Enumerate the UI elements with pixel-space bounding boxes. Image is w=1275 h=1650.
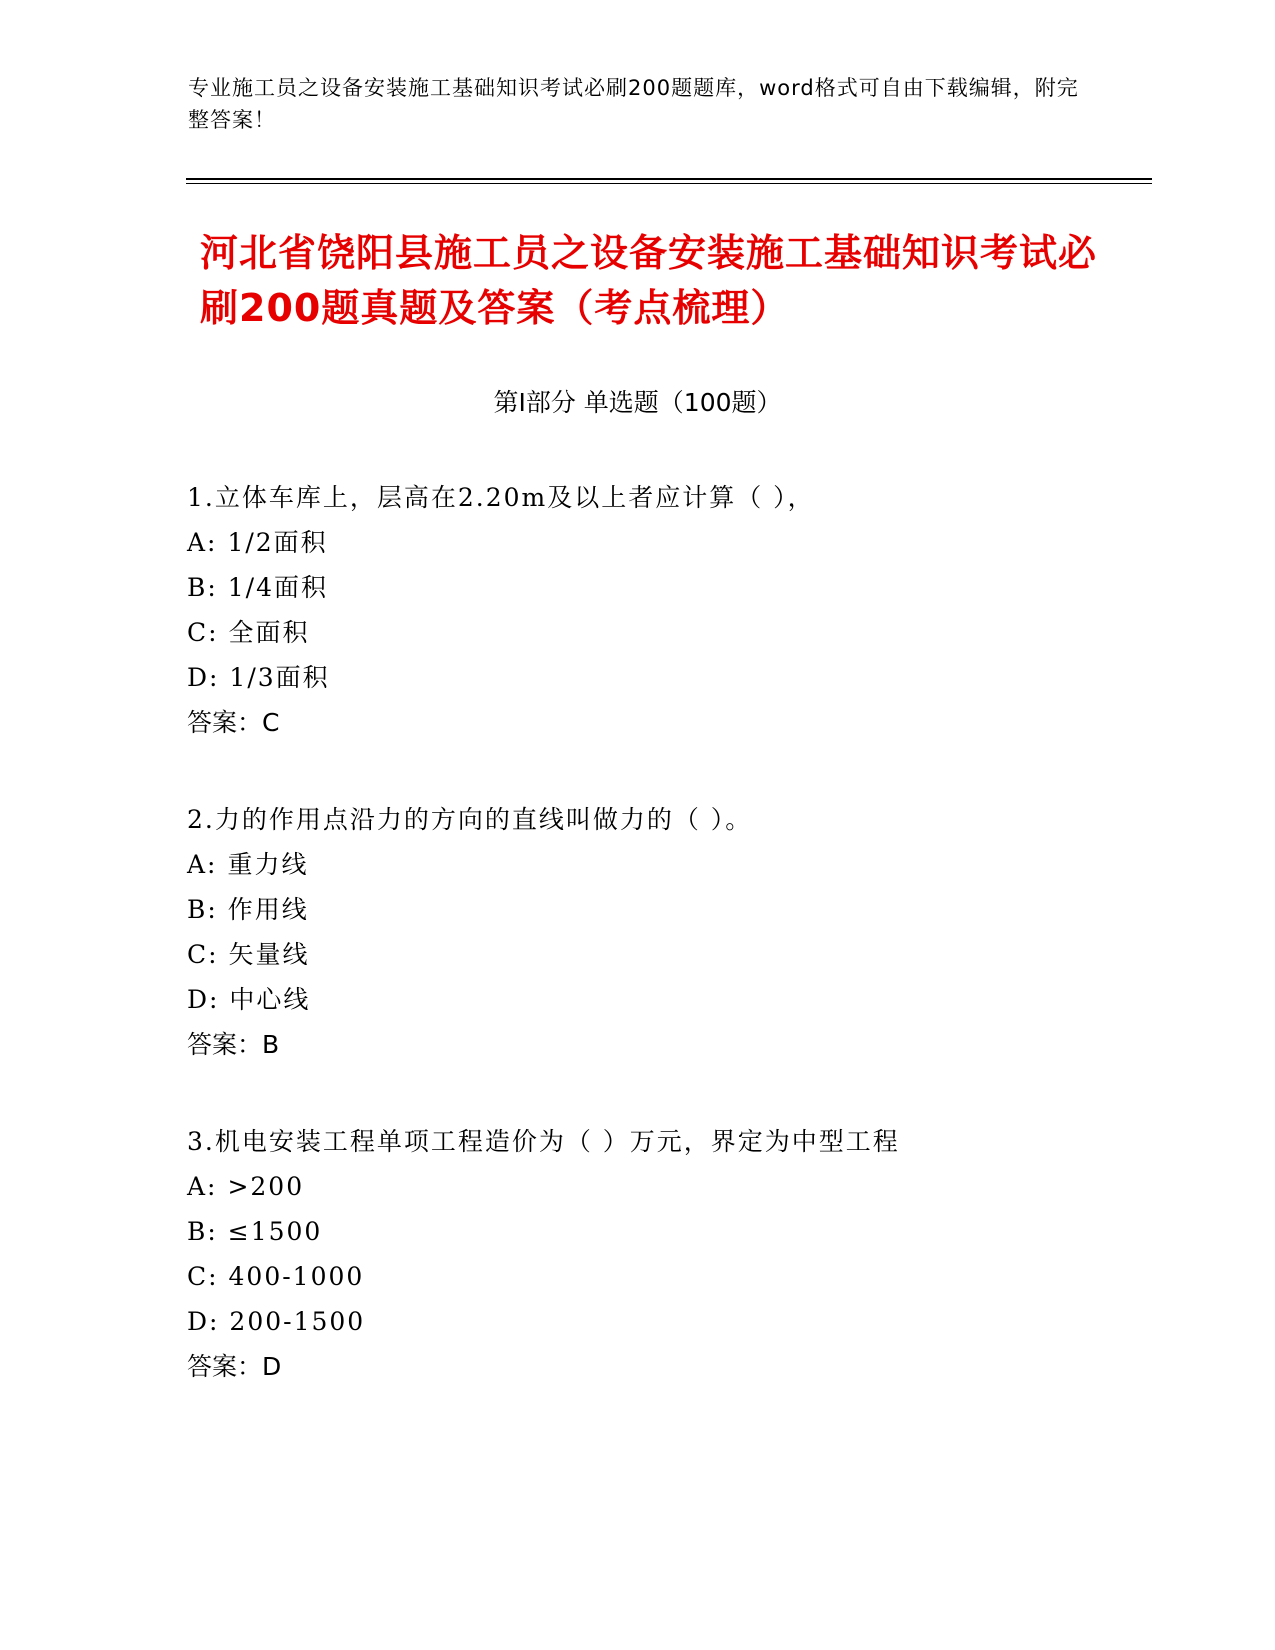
- question-stem: 2.力的作用点沿力的方向的直线叫做力的（ ）。: [187, 805, 753, 834]
- section-title: 第I部分 单选题（100题）: [493, 388, 782, 417]
- question-item: [187, 1119, 1147, 1389]
- option-text: 400-1000: [228, 1262, 365, 1291]
- question-stem: 1.立体车库上，层高在2.20m及以上者应计算（ ），: [187, 483, 815, 512]
- option-text: 全面积: [228, 618, 310, 647]
- header-divider-thin: [186, 183, 1152, 184]
- option-key: B:: [187, 573, 218, 602]
- header-divider-thick: [186, 178, 1152, 180]
- option-key: C:: [187, 940, 219, 969]
- option-text: 1/4面积: [227, 573, 328, 602]
- option-text: 200-1500: [229, 1307, 366, 1336]
- option-text: 1/3面积: [229, 663, 330, 692]
- option-d: [187, 1299, 1147, 1344]
- option-c: [187, 610, 1147, 655]
- option-text: 1/2面积: [227, 528, 328, 557]
- answer-line: 答案：B: [187, 1030, 280, 1059]
- option-d: [187, 655, 1147, 700]
- option-key: D:: [187, 1307, 220, 1336]
- answer-line: 答案：C: [187, 708, 280, 737]
- question-list: [187, 475, 1147, 1441]
- option-key: D:: [187, 663, 220, 692]
- option-key: C:: [187, 618, 219, 647]
- option-text: 重力线: [227, 850, 309, 879]
- option-a: [187, 1164, 1147, 1209]
- option-b: [187, 565, 1147, 610]
- option-b: [187, 1209, 1147, 1254]
- option-c: [187, 1254, 1147, 1299]
- question-item: [187, 797, 1147, 1067]
- document-title: 河北省饶阳县施工员之设备安装施工基础知识考试必刷200题真题及答案（考点梳理）: [200, 231, 1098, 330]
- option-a: [187, 842, 1147, 887]
- question-item: [187, 475, 1147, 745]
- option-text: 作用线: [227, 895, 309, 924]
- option-key: A:: [187, 850, 218, 879]
- answer-line: 答案：D: [187, 1352, 282, 1381]
- option-text: ≤1500: [227, 1217, 323, 1246]
- option-text: 中心线: [229, 985, 311, 1014]
- option-text: 矢量线: [228, 940, 310, 969]
- option-a: [187, 520, 1147, 565]
- option-key: C:: [187, 1262, 219, 1291]
- option-c: [187, 932, 1147, 977]
- option-key: A:: [187, 528, 218, 557]
- option-b: [187, 887, 1147, 932]
- option-key: B:: [187, 895, 218, 924]
- option-key: B:: [187, 1217, 218, 1246]
- question-stem: 3.机电安装工程单项工程造价为（ ）万元，界定为中型工程: [187, 1127, 900, 1156]
- option-key: D:: [187, 985, 220, 1014]
- header-note: 专业施工员之设备安装施工基础知识考试必刷200题题库，word格式可自由下载编辑，附完整答案！: [188, 76, 1079, 132]
- option-text: >200: [227, 1172, 305, 1201]
- option-d: [187, 977, 1147, 1022]
- option-key: A:: [187, 1172, 218, 1201]
